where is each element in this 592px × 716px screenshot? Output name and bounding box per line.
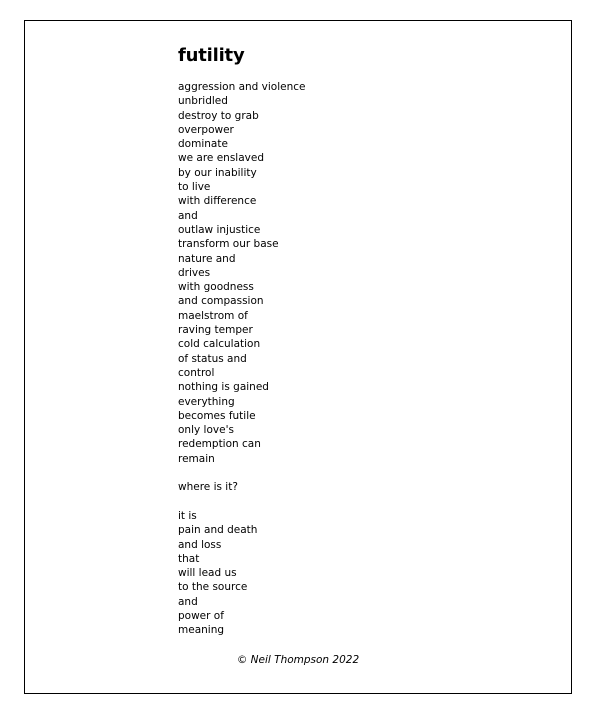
poem-line: maelstrom of bbox=[178, 309, 248, 322]
poem-line: only love's bbox=[178, 424, 234, 437]
stanza-gap bbox=[178, 495, 306, 509]
stanza-1 bbox=[178, 80, 306, 466]
poem-line: to live bbox=[178, 181, 211, 194]
poem-line: drives bbox=[178, 266, 211, 279]
poem-line: cold calculation bbox=[178, 338, 261, 351]
poem-line: nothing is gained bbox=[178, 381, 269, 394]
poem-line: it is bbox=[178, 509, 197, 522]
poem-line: everything bbox=[178, 395, 235, 408]
poem-line: and bbox=[178, 595, 198, 608]
poem-line: dominate bbox=[178, 138, 228, 151]
page-frame bbox=[24, 20, 572, 694]
poem-title: futility bbox=[178, 45, 245, 66]
poem-line: overpower bbox=[178, 123, 234, 136]
poem-line: to the source bbox=[178, 581, 248, 594]
poem-line: nature and bbox=[178, 252, 236, 265]
poem-line: power of bbox=[178, 609, 224, 622]
poem-line: remain bbox=[178, 452, 215, 465]
poem-line: destroy to grab bbox=[178, 109, 259, 122]
poem-line: we are enslaved bbox=[178, 152, 264, 165]
stanza-3 bbox=[178, 509, 306, 638]
stanza-gap bbox=[178, 466, 306, 480]
poem-line: will lead us bbox=[178, 567, 237, 580]
poem-line: and bbox=[178, 209, 198, 222]
poem-line: of status and bbox=[178, 352, 247, 365]
poem-line: unbridled bbox=[178, 95, 228, 108]
poem-line: pain and death bbox=[178, 524, 258, 537]
poem-line: control bbox=[178, 366, 215, 379]
poem-line: raving temper bbox=[178, 324, 253, 337]
poem-line: and compassion bbox=[178, 295, 264, 308]
poem-line: aggression and violence bbox=[178, 81, 306, 93]
poem-line: becomes futile bbox=[178, 409, 256, 422]
poem-line: with difference bbox=[178, 195, 257, 208]
poem-line: redemption can bbox=[178, 438, 261, 451]
poem-line: and loss bbox=[178, 538, 222, 551]
poem-body bbox=[178, 80, 306, 638]
poem-line: outlaw injustice bbox=[178, 223, 261, 236]
poem-line: by our inability bbox=[178, 166, 257, 179]
poem-line: transform our base bbox=[178, 238, 279, 251]
stanza-2 bbox=[178, 480, 306, 494]
poem-line: that bbox=[178, 552, 200, 565]
poem-line: meaning bbox=[178, 624, 225, 637]
poem-line: where is it? bbox=[178, 481, 238, 494]
copyright-notice: © Neil Thompson 2022 bbox=[236, 654, 360, 666]
poem-line: with goodness bbox=[178, 281, 254, 294]
